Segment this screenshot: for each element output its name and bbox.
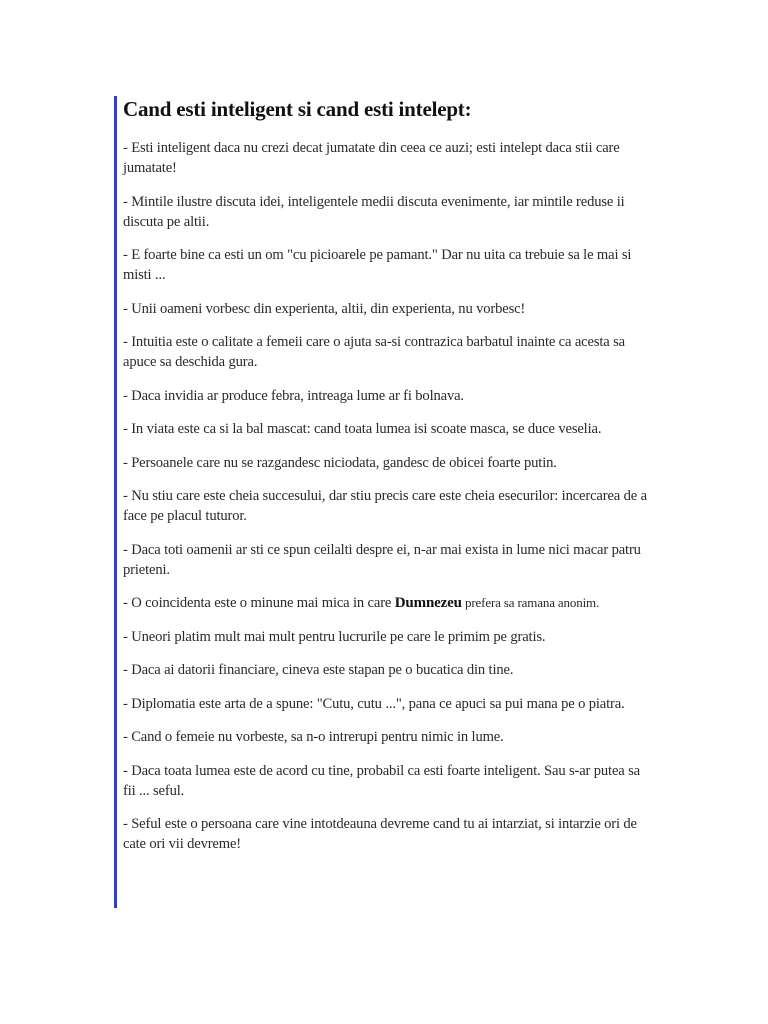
quote-text: - O coincidenta este o minune mai mica in care: [123, 595, 395, 611]
quote-item: - Seful este o persoana care vine intotdeauna devreme cand tu ai intarziat, si intarzie ori de cate ori vii devreme!: [123, 816, 637, 852]
quote-item: - Daca toti oamenii ar sti ce spun ceilalti despre ei, n-ar mai exista in lume nici macar patru prieteni.: [123, 541, 641, 578]
quote-bold-word: Dumnezeu: [394, 595, 462, 611]
quote-item: - Intuitia este o calitate a femeii care o ajuta sa-si contrazica barbatul inainte ca acesta sa apuce sa deschida gura.: [123, 334, 625, 370]
quote-item: - Daca toata lumea este de acord cu tine, probabil ca esti foarte inteligent. Sau s-ar putea sa fii ... seful.: [123, 762, 640, 799]
quote-item: - Daca invidia ar produce febra, intreaga lume ar fi bolnava.: [123, 387, 464, 404]
quote-text-small: prefera sa ramana anonim.: [461, 595, 600, 610]
quote-item: - Mintile ilustre discuta idei, inteligentele medii discuta evenimente, iar mintile reduse ii discuta pe altii.: [123, 193, 625, 230]
quote-item: - Cand o femeie nu vorbeste, sa n-o intrerupi pentru nimic in lume.: [123, 729, 504, 745]
quote-item: - Nu stiu care este cheia succesului, dar stiu precis care este cheia esecurilor: incercarea de a face pe placul tuturor.: [123, 488, 647, 524]
quote-item: - Uneori platim mult mai mult pentru lucrurile pe care le primim pe gratis.: [123, 628, 546, 645]
quote-item: - Diplomatia este arta de a spune: "Cutu, cutu ...", pana ce apuci sa pui mana pe o piatra.: [123, 695, 625, 712]
quote-item: - In viata este ca si la bal mascat: cand toata lumea isi scoate masca, se duce veselia.: [123, 421, 602, 437]
quote-item: - E foarte bine ca esti un om "cu picioarele pe pamant." Dar nu uita ca trebuie sa le mai si misti ...: [123, 247, 632, 283]
quote-item: - Persoanele care nu se razgandesc niciodata, gandesc de obicei foarte putin.: [123, 454, 557, 471]
quote-item: - Esti inteligent daca nu crezi decat jumatate din ceea ce auzi; esti intelept daca stii care jumatate!: [123, 140, 620, 176]
document-title: Cand esti inteligent si cand esti intelept:: [123, 97, 472, 121]
quote-block: [114, 96, 654, 908]
quote-item: - Daca ai datorii financiare, cineva este stapan pe o bucatica din tine.: [123, 662, 514, 678]
quote-item: - Unii oameni vorbesc din experienta, altii, din experienta, nu vorbesc!: [123, 300, 526, 317]
quote-item-coincidence: [123, 593, 654, 613]
